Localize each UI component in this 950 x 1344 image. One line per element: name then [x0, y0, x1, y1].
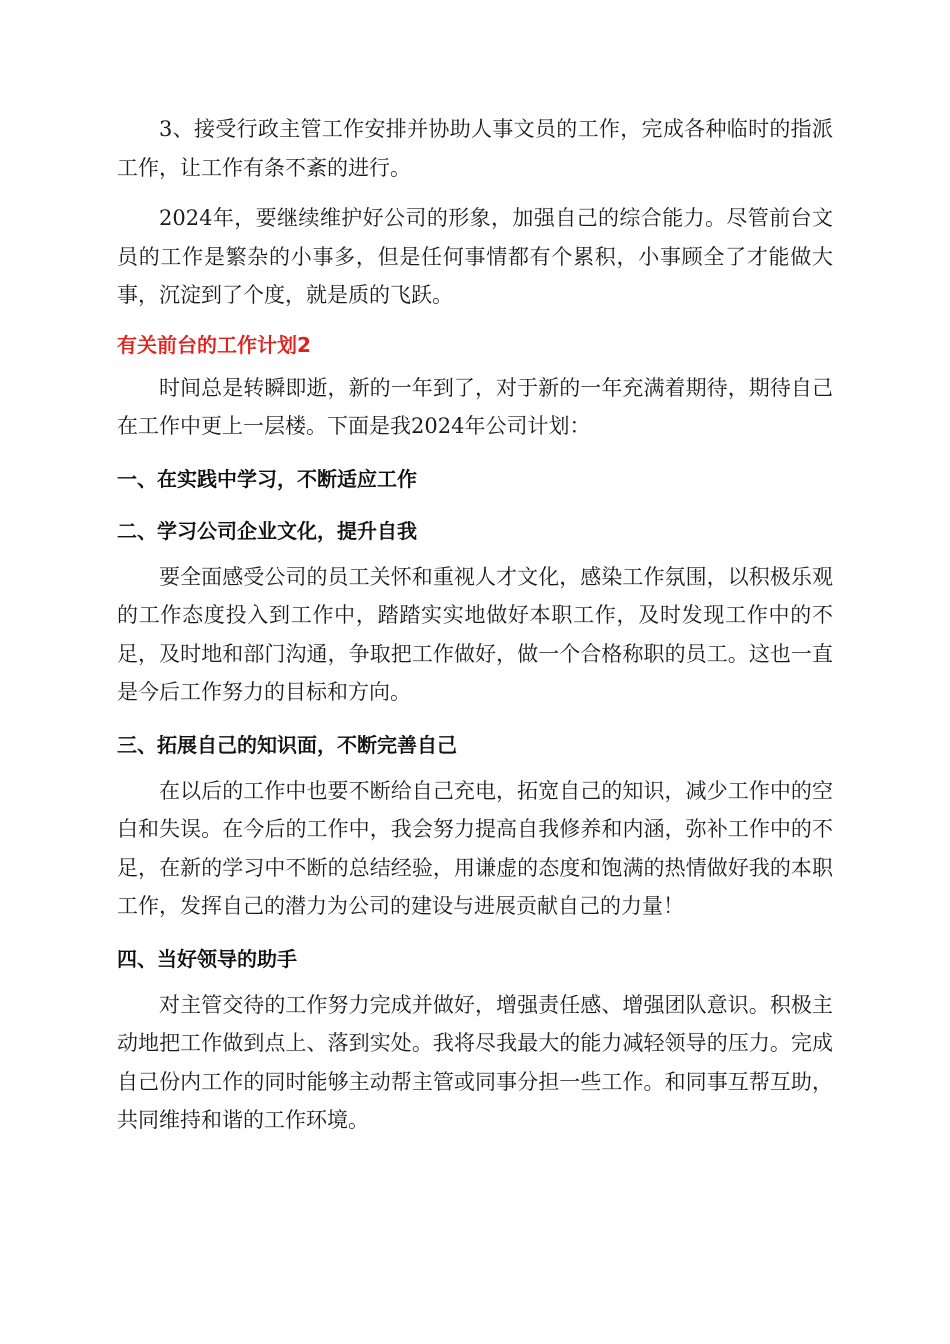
- heading-four: 四、当好领导的助手: [117, 946, 297, 971]
- document-page: [117, 110, 833, 1140]
- section-title: 有关前台的工作计划2: [117, 332, 311, 357]
- paragraph-knowledge: 在以后的工作中也要不断给自己充电，拓宽自己的知识，减少工作中的空白和失误。在今后的工作中，我会努力提高自我修养和内涵，弥补工作中的不足，在新的学习中不断的总结经验，用谦虚的态度和饱满的热情做好我的本职工作，发挥自己的潜力为公司的建设与进展贡献自己的力量！: [117, 778, 833, 918]
- paragraph-culture: 要全面感受公司的员工关怀和重视人才文化，感染工作氛围，以积极乐观的工作态度投入到工作中，踏踏实实地做好本职工作，及时发现工作中的不足，及时地和部门沟通，争取把工作做好，做一个合格称职的员工。这也一直是今后工作努力的目标和方向。: [117, 564, 833, 704]
- heading-one: 一、在实践中学习，不断适应工作: [117, 466, 417, 491]
- paragraph-assistant: 对主管交待的工作努力完成并做好，增强责任感、增强团队意识。积极主动地把工作做到点上、落到实处。我将尽我最大的能力减轻领导的压力。完成自己份内工作的同时能够主动帮主管或同事分担一些工作。和同事互帮互助，共同维持和谐的工作环境。: [117, 992, 833, 1132]
- heading-two: 二、学习公司企业文化，提升自我: [117, 518, 417, 543]
- heading-three: 三、拓展自己的知识面，不断完善自己: [117, 732, 457, 757]
- paragraph-task-3: 3、接受行政主管工作安排并协助人事文员的工作，完成各种临时的指派工作，让工作有条不紊的进行。: [117, 117, 833, 180]
- paragraph-2024-goal: 2024年，要继续维护好公司的形象，加强自己的综合能力。尽管前台文员的工作是繁杂的小事多，但是任何事情都有个累积，小事顾全了才能做大事，沉淀到了个度，就是质的飞跃。: [117, 206, 833, 307]
- paragraph-intro: 时间总是转瞬即逝，新的一年到了，对于新的一年充满着期待，期待自己在工作中更上一层楼。下面是我2024年公司计划：: [117, 375, 833, 438]
